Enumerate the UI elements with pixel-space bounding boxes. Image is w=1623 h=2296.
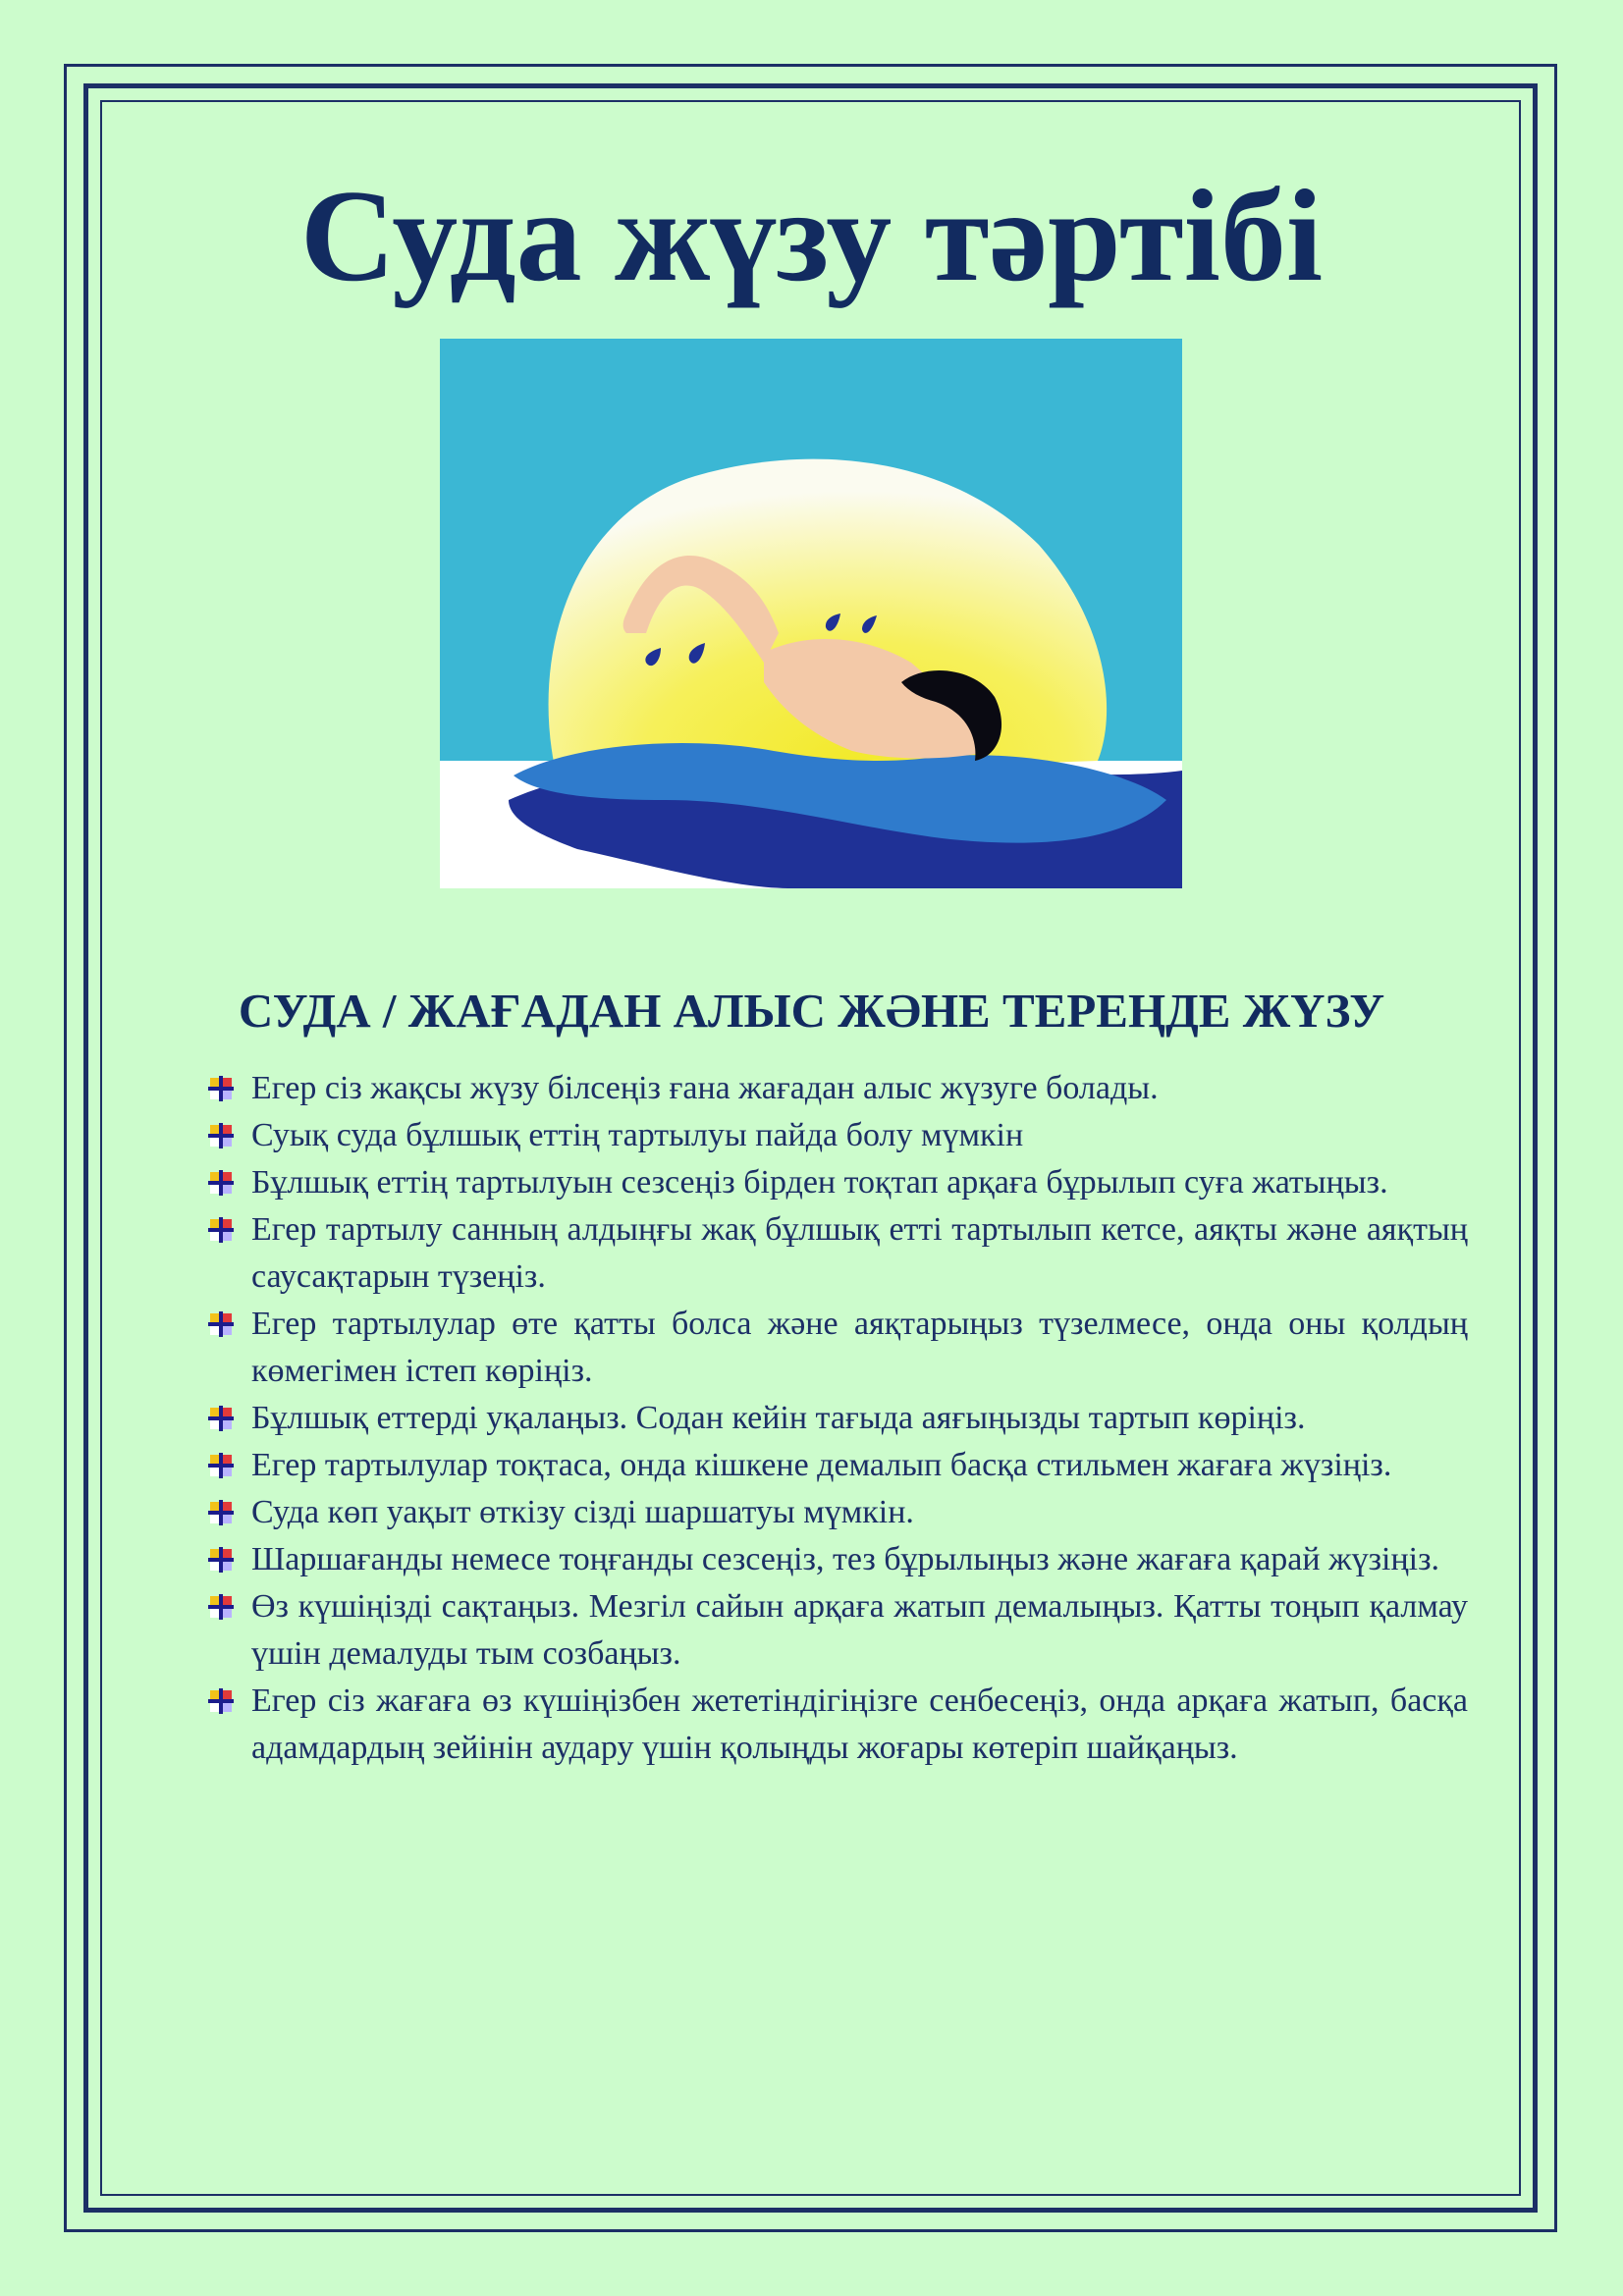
page-title: Суда жүзу тәртібі — [299, 163, 1324, 308]
list-item — [206, 1583, 1468, 1678]
section-heading: СУДА / ЖАҒАДАН АЛЫС ЖӘНЕ ТЕРЕҢДЕ ЖҮЗУ — [238, 984, 1385, 1038]
rules-list — [206, 1065, 1468, 1772]
cross-bullet-icon — [206, 1404, 236, 1433]
cross-bullet-icon — [206, 1074, 236, 1103]
list-item — [206, 1159, 1468, 1206]
cross-bullet-icon — [206, 1686, 236, 1716]
list-item — [206, 1112, 1468, 1159]
list-item-text: Егер сіз жақсы жүзу білсеңіз ғана жағадан алыс жүзуге болады. — [251, 1070, 1159, 1106]
cross-bullet-icon — [206, 1451, 236, 1480]
list-item — [206, 1489, 1468, 1536]
cross-bullet-icon — [206, 1592, 236, 1622]
list-item — [206, 1065, 1468, 1112]
list-item — [206, 1442, 1468, 1489]
list-item-text: Суық суда бұлшық еттің тартылуы пайда болу мүмкін — [251, 1117, 1024, 1153]
list-item — [206, 1395, 1468, 1442]
list-item — [206, 1678, 1468, 1772]
cross-bullet-icon — [206, 1215, 236, 1245]
swimmer-illustration — [440, 339, 1182, 888]
list-item-text: Шаршағанды немесе тоңғанды сезсеңіз, тез бұрылыңыз және жағаға қарай жүзіңіз. — [251, 1541, 1440, 1577]
cross-bullet-icon — [206, 1498, 236, 1527]
list-item — [206, 1536, 1468, 1583]
list-item-text: Егер тартылулар өте қатты болса және аяқтарыңыз түзелмесе, онда оны қолдың көмегімен істеп көріңіз. — [251, 1306, 1468, 1389]
list-item-text: Бұлшық еттің тартылуын сезсеңіз бірден тоқтап арқаға бұрылып суға жатыңыз. — [251, 1164, 1388, 1201]
list-item-text: Бұлшық еттерді уқалаңыз. Содан кейін тағыда аяғыңызды тартып көріңіз. — [251, 1400, 1306, 1436]
cross-bullet-icon — [206, 1545, 236, 1575]
list-item-text: Суда көп уақыт өткізу сізді шаршатуы мүмкін. — [251, 1494, 914, 1530]
list-item — [206, 1206, 1468, 1301]
cross-bullet-icon — [206, 1121, 236, 1150]
list-item-text: Өз күшіңізді сақтаңыз. Мезгіл сайын арқаға жатып демалыңыз. Қатты тоңып қалмау үшін демалуды тым созбаңыз. — [251, 1588, 1468, 1672]
cross-bullet-icon — [206, 1168, 236, 1198]
list-item — [206, 1301, 1468, 1395]
cross-bullet-icon — [206, 1309, 236, 1339]
list-item-text: Егер тартылу санның алдыңғы жақ бұлшық етті тартылып кетсе, аяқты және аяқтың саусақтарын түзеңіз. — [251, 1211, 1468, 1295]
list-item-text: Егер тартылулар тоқтаса, онда кішкене демалып басқа стильмен жағаға жүзіңіз. — [251, 1447, 1392, 1483]
list-item-text: Егер сіз жағаға өз күшіңізбен жететіндігіңізге сенбесеңіз, онда арқаға жатып, басқа адамдардың зейінін аудару үшін қолыңды жоғары көтеріп шайқаңыз. — [251, 1682, 1468, 1766]
